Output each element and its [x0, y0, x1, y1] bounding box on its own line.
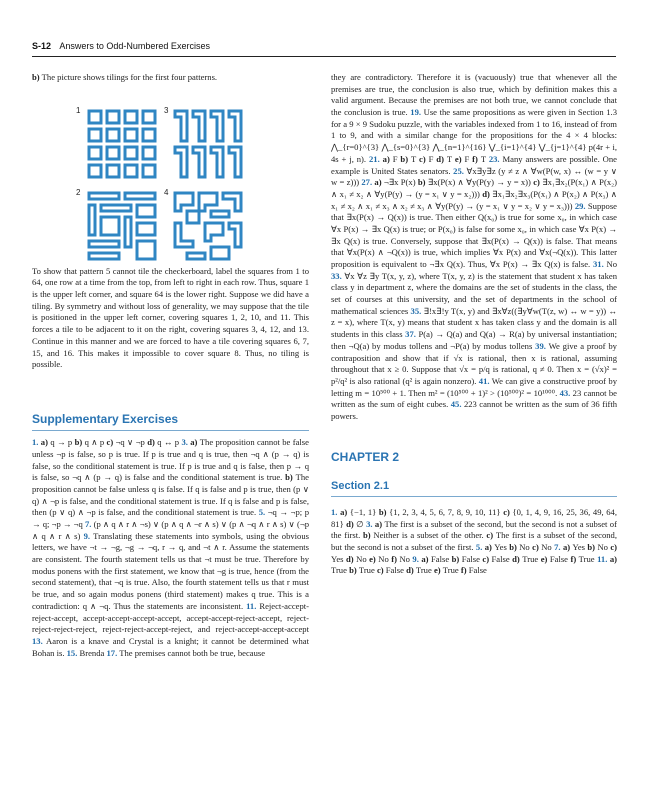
part-label: a) [379, 153, 393, 164]
part-label: e) [369, 553, 379, 564]
part-label: a) [372, 177, 384, 188]
answer-text: ∀x ∀z ∃y T(x, y, z), where T(x, y, z) is the statement that student x has taken class y in department z, where the domains are the set of students in the class, the set of courses at this university, and the set of departments in the school of mathematical sciences [331, 270, 617, 316]
part-label: c) [503, 506, 513, 517]
header-rule [32, 56, 616, 57]
figure-intro: b) The picture shows tilings for the first four patterns. [32, 72, 218, 82]
pattern-label-2: 2 [76, 187, 81, 197]
answer-text: 223 cannot be written as the sum of 36 fifth powers. [331, 399, 617, 421]
part-label: e) [540, 553, 550, 564]
exercise-number: 11. [597, 553, 608, 564]
exercise-number: 43. [559, 387, 571, 398]
answer-text: F [428, 153, 437, 164]
part-label: d) [147, 437, 158, 448]
answer-text: False [491, 553, 513, 564]
exercise-number: 27. [361, 177, 373, 188]
answer-text: Many answers are possible. One example is United States senators. [331, 153, 617, 176]
answer-text: True [442, 565, 461, 576]
part-label: d) [346, 518, 357, 529]
answer-text: q → p [50, 437, 75, 448]
part-label: c) [486, 530, 496, 541]
answer-text: ∃x₁∃x₂(P(x₁) ∧ P(x₂) ∧ x₁ ≠ x₂ ∧ ∀y(P(y) → (y = x₁ ∨ y = x₂))) [331, 177, 617, 199]
exercise-number: 37. [405, 329, 416, 340]
part-label: a) [372, 518, 385, 529]
supplementary-answers-continued [331, 72, 617, 423]
answer-text: T [446, 153, 455, 164]
exercise-number: 41. [478, 375, 490, 386]
answer-text: Translating these statements into symbols, using the obvious letters, we have ¬t → ¬g, ¬g → ¬q, r → q, and ¬t ∧ r. Assume the statements are consistent. The fourth statement tells us that ¬t must be true. Therefore by modus ponens with the first statement, we know that ¬g is true, hence (from the second statement), that ¬q is true. Also, the fourth statement tells us that r must be true, and so again modus ponens (third statement) makes q true. This is a contradiction: q ∧ ¬q. Thus the statements are inconsistent. [32, 530, 309, 611]
exercise-number: 17. [106, 647, 118, 658]
answer-text: No [541, 541, 555, 552]
pattern-label-3: 3 [164, 105, 169, 115]
answer-text: F [464, 153, 473, 164]
page-number: S-12 [32, 41, 52, 51]
answer-text: they are contradictory. Therefore it is (vacuously) true that whenever all the premises are true, the conclusion is also true, which by definition makes this a valid argument. Because the premises are not both true, we cannot conclude that the conclusion is true. [331, 72, 617, 118]
part-label: b) [451, 553, 462, 564]
section-answers [331, 507, 617, 577]
answer-text: No [378, 553, 392, 564]
answer-text: ∀x∃y∃z (y ≠ z ∧ ∀w(P(w, x) ↔ (w = y ∨ w = z))) [331, 165, 618, 188]
part-label: b) [285, 472, 296, 483]
answer-text: No [356, 553, 370, 564]
answer-text: ¬∃x P(x) [383, 177, 418, 188]
answer-text: ¬q ∨ ¬p [115, 437, 148, 448]
answer-text: False [431, 553, 452, 564]
part-label: b) [378, 506, 390, 517]
part-label: c) [376, 565, 386, 576]
exercise-number: 33. [331, 270, 342, 281]
part-label: f) [460, 565, 469, 576]
part-label: c) [419, 153, 429, 164]
answer-text: No [603, 259, 617, 269]
right-column [331, 72, 617, 577]
part-label: a) [337, 506, 350, 517]
answer-text: The first is a subset of the second, but the second is not a subset of the first. [331, 530, 618, 552]
tiling-pattern-4 [172, 190, 244, 262]
part-label: d) [345, 553, 357, 564]
answer-text: False [468, 565, 487, 576]
exercise-number: 13. [32, 635, 43, 646]
exercise-number: 23. [488, 153, 500, 164]
exercise-number: 9. [83, 530, 91, 541]
exercise-number: 11. [246, 600, 257, 611]
answer-text: {1, 2, 3, 4, 5, 6, 7, 8, 9, 10, 11} [389, 506, 504, 517]
answer-text: The first is a subset of the second, but the second is not a subset of the first. [331, 518, 617, 541]
tiling-pattern-1 [86, 108, 158, 180]
answer-text: P(a) → Q(a) and Q(a) → R(a) by universal instantiation; then ¬Q(a) by modus tollens and ¬P(a) by modus tollens [331, 329, 617, 351]
part-label: e) [433, 565, 443, 576]
supplementary-answers [32, 437, 309, 659]
exercise-number: 7. [84, 519, 92, 529]
pattern-label-4: 4 [164, 187, 169, 197]
answer-text: The premises cannot both be true, because [117, 647, 266, 658]
running-title: Answers to Odd-Numbered Exercises [59, 41, 210, 51]
exercise-number: 5. [258, 507, 266, 518]
answer-text: ∃x₁∃x₂∃x₃(P(x₁) ∧ P(x₂) ∧ P(x₃) ∧ x₁ ≠ x₂ ∧ x₁ ≠ x₃ ∧ x₂ ≠ x₃ ∧ ∀y(P(y) → (y = x₁ ∨ y = x₂ ∨ y = x₃))) [331, 188, 617, 211]
answer-text: False [461, 553, 483, 564]
answer-text: ∃x(P(x) ∧ ∀y(P(y) → y = x)) [427, 177, 534, 188]
answer-text: F [392, 153, 401, 164]
answer-text: True [331, 565, 350, 576]
answer-text: Brenda [77, 647, 107, 658]
answer-text: No [519, 541, 533, 552]
answer-text: The proposition cannot be false unless ¬p is false, so p is true. If p is true and q is true, then ¬q ∧ (p → q) is false, so the conditional statement is true. If p is true and q is false, then p → q is false, so ¬q ∧ (p → q) is false and the conditional statement is true. [32, 437, 309, 483]
answer-text: Neither is a subset of the other. [373, 530, 487, 541]
part-label: a) [607, 553, 617, 564]
answer-text: We give a proof by contraposition and show that if √x is rational, then x is rational, assuming throughout that x ≥ 0. Suppose that √x = p/q is rational, q ≠ 0. Then x = (√x)² = p²/q² is also rational (q² is again nonzero). [331, 340, 617, 386]
part-label: a) [187, 437, 200, 448]
exercise-number: 31. [592, 259, 604, 269]
part-label: c) [533, 177, 543, 188]
part-label: d) [482, 188, 493, 199]
running-header [32, 41, 210, 52]
answer-text: {0, 1, 4, 9, 16, 25, 36, 49, 64, 81} [331, 506, 617, 529]
exercise-number: 5. [475, 541, 483, 552]
answer-text: False [549, 553, 571, 564]
answer-text: T [480, 153, 489, 164]
section-heading: Section 2.1 [331, 479, 617, 497]
tiling-pattern-2 [86, 190, 158, 262]
exercise-number: 1. [32, 437, 39, 448]
answer-text: Yes [572, 541, 588, 552]
part-label: d) [406, 565, 416, 576]
answer-text: Yes [331, 553, 346, 564]
exercise-number: 7. [554, 541, 561, 552]
part-label: b) [74, 437, 85, 448]
part-label: b) [587, 541, 598, 552]
part-label: c) [482, 553, 492, 564]
answer-text: False [385, 565, 407, 576]
exercise-number: 25. [453, 165, 464, 176]
tiling-figure [32, 92, 309, 260]
part-label: b) [509, 541, 520, 552]
answer-text: The proposition cannot be false unless q is false. If q is false and p is true, then (p ∨ q) ∧ ¬p is false, and the conditional statement is true. If q is false and p is false, then (p ∨ q) ∧ ¬p is false, and the conditional statement is true. [32, 472, 309, 518]
part-label: b) [349, 565, 359, 576]
exercise-number: 19. [410, 107, 422, 118]
answer-text: Yes [494, 541, 510, 552]
exercise-number: 45. [450, 399, 462, 410]
exercise-number: 3. [366, 518, 373, 529]
part-label: c) [106, 437, 116, 448]
exercise-number: 21. [368, 153, 380, 164]
answer-text: True [578, 553, 598, 564]
pattern-label-1: 1 [76, 105, 81, 115]
chapter-heading: CHAPTER 2 [331, 449, 400, 464]
exercise-number: 9. [412, 553, 419, 564]
part-label: f) [391, 553, 400, 564]
exercise-number: 1. [331, 506, 338, 517]
left-column [32, 72, 309, 659]
part-label: d) [512, 553, 523, 564]
part-label: a) [560, 541, 573, 552]
part-label: c) [610, 541, 618, 552]
answer-text: No [597, 541, 611, 552]
answer-text: ¬q → ¬p; p → q; ¬p → ¬q [32, 507, 309, 529]
answer-text: 23 cannot be written as the sum of eight cubes. [331, 387, 617, 410]
answer-text: {−1, 1} [349, 506, 379, 517]
exercise-number: 29. [574, 200, 586, 211]
answer-text: Reject-accept-reject-accept, accept-accept-accept-accept, accept-accept-reject-accept, reject-reject-reject-reject, reject-reject-accept-reject, and reject-accept-accept-accept [32, 600, 309, 635]
answer-text: q ↔ p [157, 437, 182, 448]
exercise-number: 15. [66, 647, 78, 658]
answer-text: ∃!x∃!y T(x, y) and ∃x∀z((∃y∀w(T(z, w) ↔ w = y)) ↔ z = x), where T(x, y) means that student x has taken class y and the domain is all students in this class [331, 305, 617, 340]
part-label: c) [532, 541, 542, 552]
part-label: f) [570, 553, 579, 564]
part-label: a) [38, 437, 51, 448]
answer-text: We can give a constructive proof by letting m = 10⁵⁰⁰ + 1. Then m² = (10⁵⁰⁰ + 1)² > (10⁵⁰⁰)² = 10¹⁰⁰⁰. [331, 375, 617, 398]
answer-text: Use the same propositions as were given in Section 1.3 for a 9 × 9 Sudoku puzzle, with the variables indexed from 1 to 16, instead of from 1 to 9, and with a similar change for the propositions for the 4 × 4 blocks: ⋀_{r=0}^{3} ⋀_{s=0}^{3} ⋀_{n=1}^{16} ⋁_{i=1}^{4} ⋁_{j=1}^{4} p(4r + i, 4s + j, n). [331, 107, 617, 164]
part-label: b) [363, 530, 374, 541]
tiling-paragraph: To show that pattern 5 cannot tile the checkerboard, label the squares from 1 to 64, one row at a time from the top, from left to right in each row. Thus, square 1 is the upper left corner, and square 64 is the lower right. Suppose we did have a tiling. By symmetry and without loss of generality, we may suppose that the tile is positioned in the upper left corner, covering squares 1, 2, 10, and 11. This forces a tile to be adjacent to it on the right, covering squares 3, 4, 12, and 13. Continue in this manner and we are forced to have a tile covering squares 6, 7, 15, and 16. This makes it impossible to cover square 8. Thus, no tiling is possible. [32, 265, 309, 370]
answer-text: True [415, 565, 434, 576]
tiling-pattern-3 [172, 108, 244, 180]
supplementary-heading: Supplementary Exercises [32, 411, 309, 431]
part-label: b) [417, 177, 428, 188]
answer-text: Aaron is a knave and Crystal is a knight; it cannot be determined what Bohan is. [32, 635, 309, 658]
part-label: d) [436, 153, 447, 164]
answer-text: ∅ [356, 518, 367, 529]
answer-text: True [522, 553, 541, 564]
exercise-number: 35. [410, 305, 422, 316]
part-label: a) [418, 553, 431, 564]
part-label: e) [454, 153, 465, 164]
answer-text: No [399, 553, 413, 564]
answer-text: (p ∧ q ∧ r ∧ ¬s) ∨ (p ∧ q ∧ ¬r ∧ s) ∨ (p ∧ ¬q ∧ r ∧ s) ∨ (¬p ∧ q ∧ r ∧ s) [32, 519, 310, 541]
part-label: a) [482, 541, 495, 552]
answer-text: T [410, 153, 419, 164]
part-label: b) [400, 153, 411, 164]
answer-text: q ∧ p [84, 437, 107, 448]
answer-text: Suppose that ∃x(P(x) → Q(x)) is true. Then either Q(x₀) is true for some x₀, in which case ∀x P(x) → ∃x Q(x) is true; or P(x₀) is false for some x₀, in which case ∀x P(x) → ∃x Q(x) is true. Conversely, suppose that ∃x(P(x) → Q(x)) is false. That means that ∀x(P(x) ∧ ¬Q(x)) is true, which implies ∀x P(x) and ∀x(¬Q(x)). This latter proposition is equivalent to ¬∃x Q(x). Thus, ∀x P(x) → ∃x Q(x) is false. [331, 200, 617, 269]
part-label: f) [472, 153, 481, 164]
exercise-number: 39. [535, 340, 546, 351]
exercise-number: 3. [181, 437, 188, 448]
answer-text: True [358, 565, 377, 576]
